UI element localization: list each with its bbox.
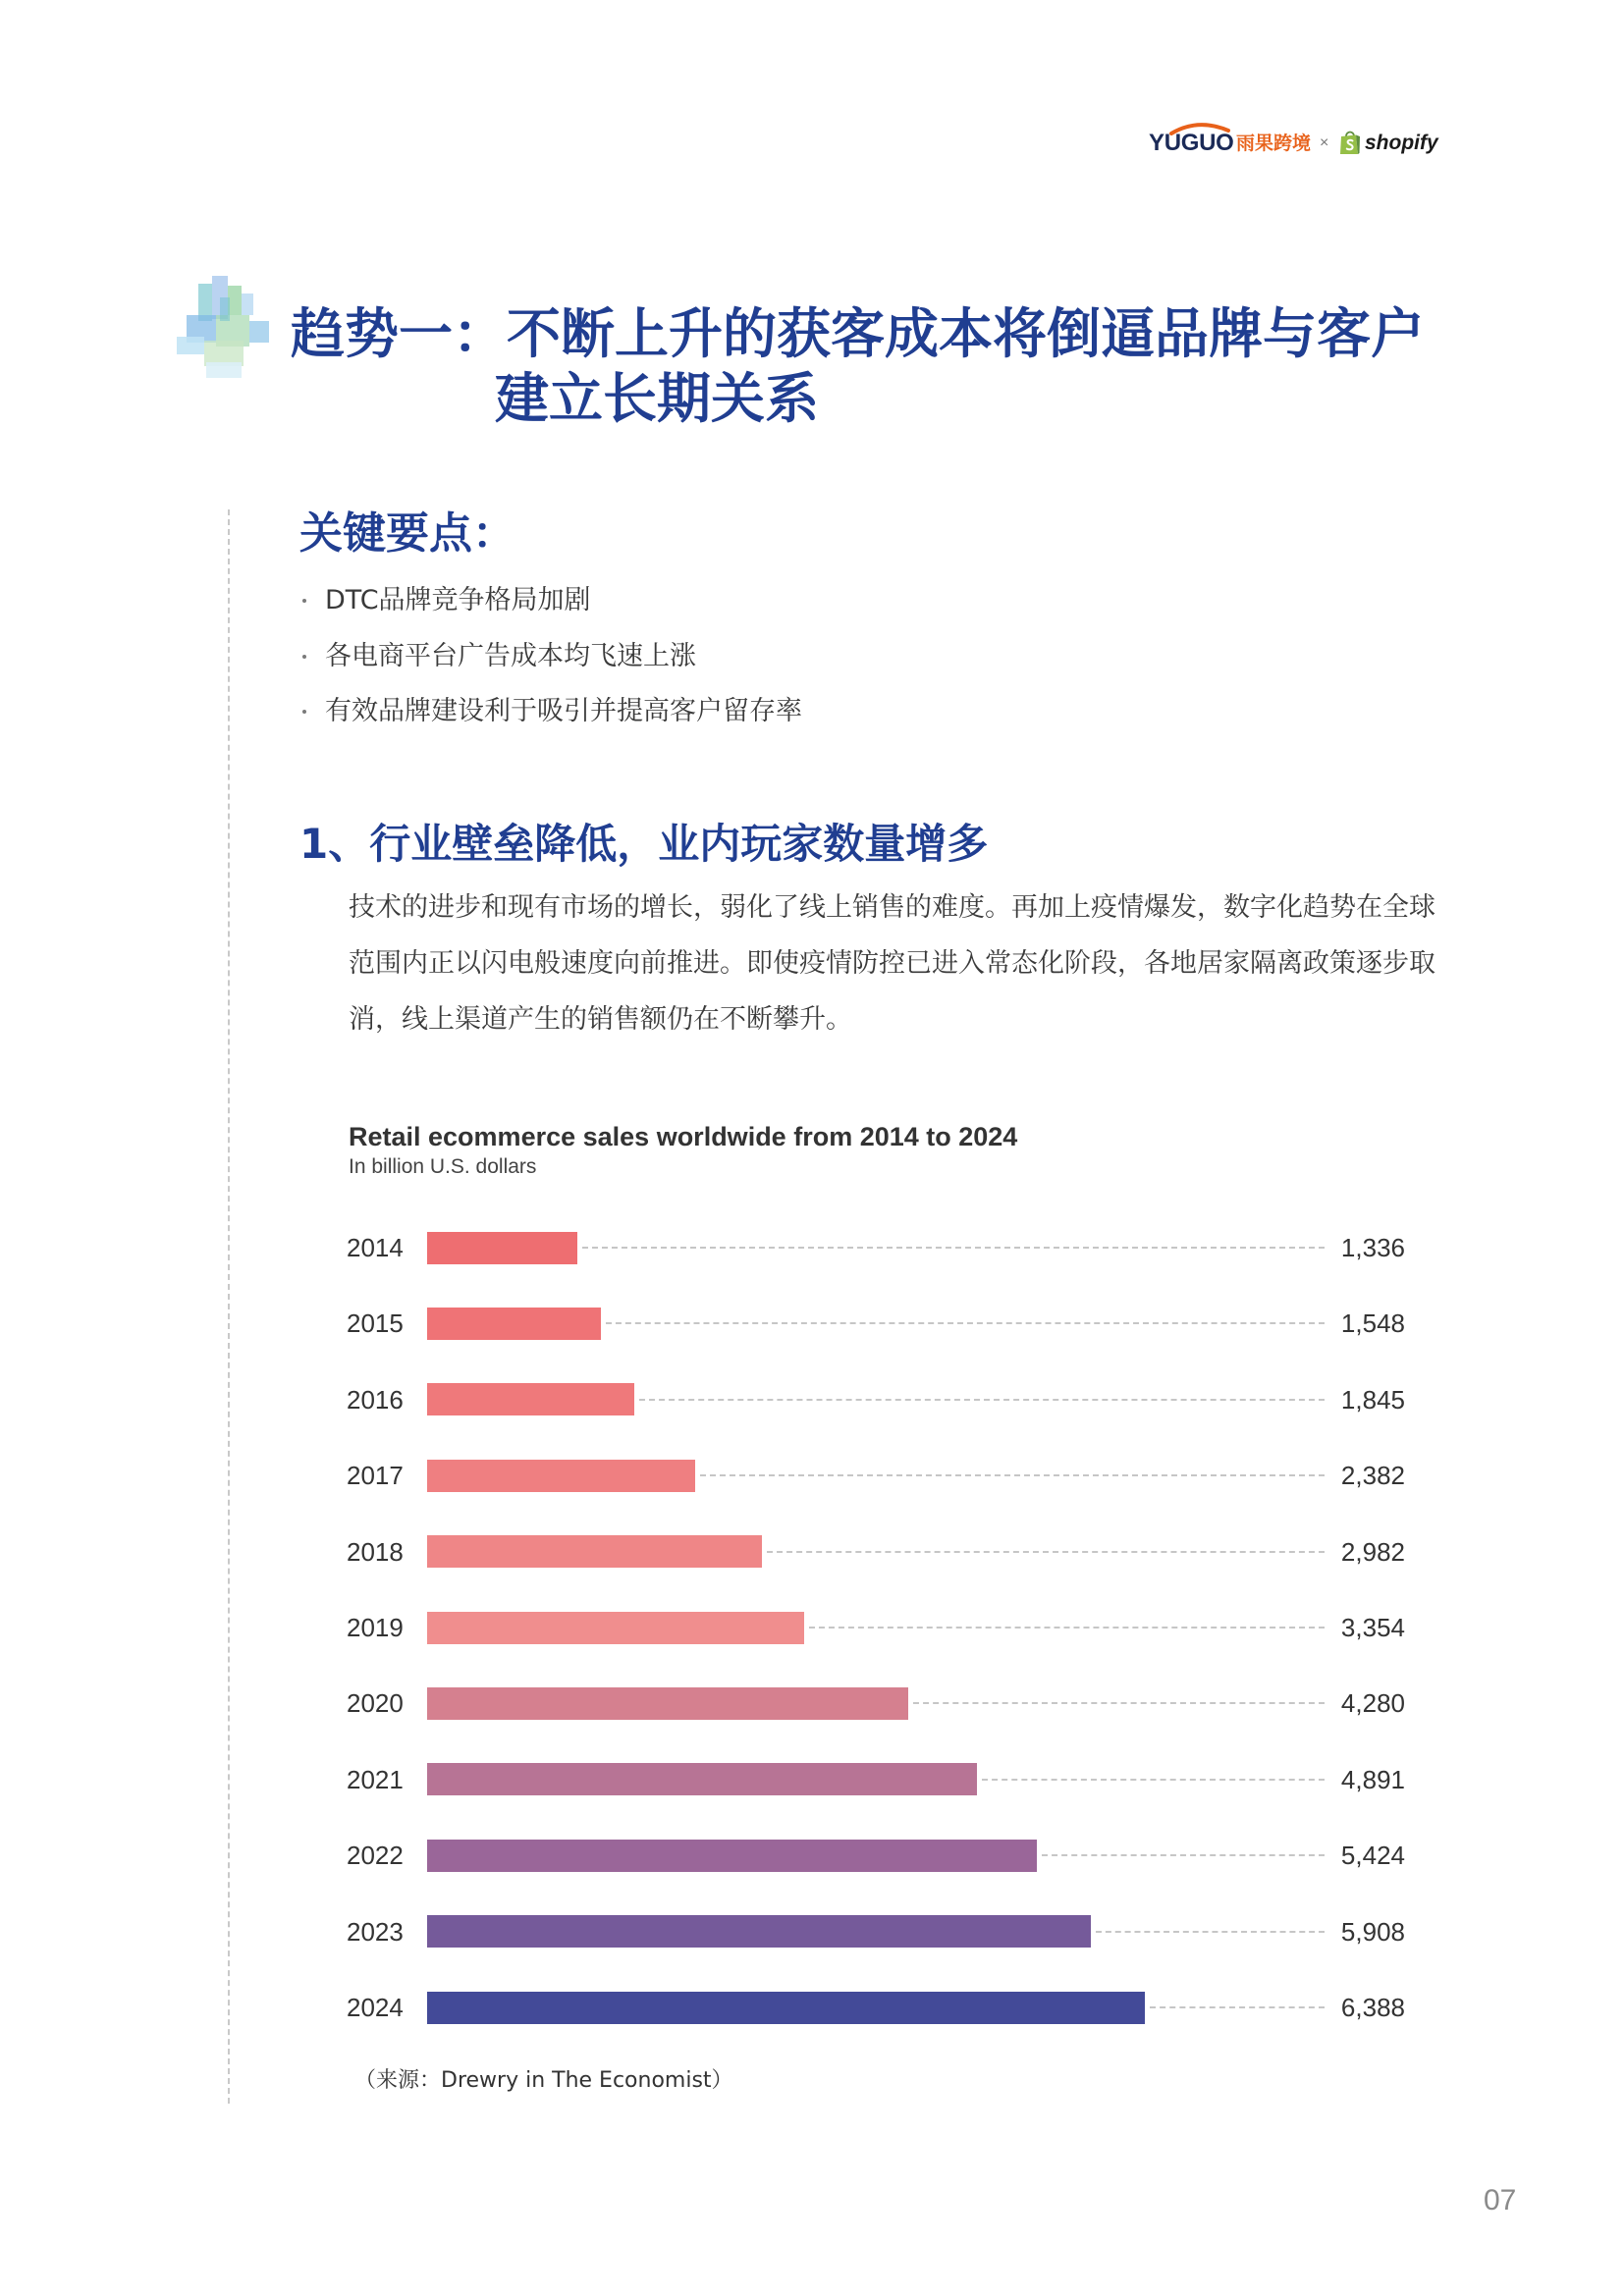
section-heading: 1、行业壁垒降低，业内玩家数量增多 <box>299 820 989 868</box>
value-label-2018: 2,982 <box>1340 1536 1405 1567</box>
key-points-heading: 关键要点： <box>299 508 515 559</box>
page-title-line-1: 趋势一：不断上升的获客成本将倒逼品牌与客户 <box>291 302 1426 365</box>
key-point-text: 有效品牌建设利于吸引并提高客户留存率 <box>325 696 802 726</box>
year-label-2024: 2024 <box>347 1993 404 2022</box>
year-label-2019: 2019 <box>347 1613 404 1642</box>
bar-2023 <box>427 1915 1091 1948</box>
bar-2024 <box>427 1992 1145 2024</box>
shopify-logo-text: shopify <box>1365 132 1438 154</box>
key-point-text: 各电商平台广告成本均飞速上涨 <box>325 641 696 671</box>
logo-times-sign: × <box>1320 134 1329 151</box>
value-label-2023: 5,908 <box>1340 1916 1405 1947</box>
bullet-dot <box>302 655 306 659</box>
leader-line-2024 <box>1150 2006 1325 2008</box>
bar-2022 <box>427 1840 1037 1872</box>
bar-2015 <box>427 1308 601 1340</box>
bullet-dot <box>302 599 306 603</box>
title-blocks-icon <box>177 276 270 378</box>
value-label-2024: 6,388 <box>1340 1993 1405 2022</box>
key-point-item <box>302 584 591 617</box>
year-label-2015: 2015 <box>347 1308 404 1339</box>
yuguo-logo-cn-text: 雨果跨境 <box>1236 133 1312 154</box>
yuguo-logo-arc-icon <box>1168 120 1231 135</box>
value-label-2020: 4,280 <box>1340 1688 1405 1719</box>
chart-subtitle: In billion U.S. dollars <box>349 1155 537 1178</box>
paragraph-line: 范围内正以闪电般速度向前推进。即使疫情防控已进入常态化阶段，各地居家隔离政策逐步取 <box>349 948 1435 979</box>
bar-2018 <box>427 1535 762 1568</box>
leader-line-2020 <box>913 1702 1325 1704</box>
year-label-2020: 2020 <box>347 1688 404 1719</box>
year-label-2016: 2016 <box>347 1384 404 1415</box>
bullet-dot <box>302 710 306 714</box>
leader-line-2016 <box>639 1399 1325 1401</box>
leader-line-2021 <box>982 1779 1325 1781</box>
chart-rows <box>334 1114 1424 2042</box>
bar-2021 <box>427 1763 977 1795</box>
bar-2019 <box>427 1612 804 1644</box>
bar-chart <box>334 1114 1424 2042</box>
section-paragraph <box>349 880 1443 1047</box>
leader-line-2019 <box>809 1627 1325 1629</box>
year-label-2017: 2017 <box>347 1461 404 1491</box>
value-label-2016: 1,845 <box>1340 1384 1405 1415</box>
leader-line-2017 <box>700 1474 1325 1476</box>
key-point-text: DTC品牌竞争格局加剧 <box>325 585 591 615</box>
chart-title: Retail ecommerce sales worldwide from 2014 to 2024 <box>349 1122 1018 1151</box>
yuguo-logo-text: YUGUO <box>1149 130 1234 156</box>
value-label-2022: 5,424 <box>1340 1841 1405 1871</box>
page-title-line-2: 建立长期关系 <box>495 367 820 430</box>
paragraph-line: 消，线上渠道产生的销售额仍在不断攀升。 <box>349 1004 852 1035</box>
key-point-item <box>302 640 696 673</box>
year-label-2023: 2023 <box>347 1916 404 1947</box>
page-number: 07 <box>1484 2184 1517 2216</box>
paragraph-line: 技术的进步和现有市场的增长，弱化了线上销售的难度。再加上疫情爆发，数字化趋势在全球 <box>349 892 1435 923</box>
year-label-2014: 2014 <box>347 1233 404 1262</box>
value-label-2017: 2,382 <box>1340 1461 1405 1491</box>
key-point-item <box>302 695 802 728</box>
value-label-2014: 1,336 <box>1340 1233 1405 1262</box>
year-label-2018: 2018 <box>347 1536 404 1567</box>
leader-line-2014 <box>582 1247 1325 1249</box>
bar-2017 <box>427 1460 695 1492</box>
chart-source-note: （来源：Drewry in The Economist） <box>354 2068 733 2093</box>
bar-2016 <box>427 1383 634 1415</box>
value-label-2019: 3,354 <box>1340 1613 1405 1642</box>
value-label-2021: 4,891 <box>1340 1764 1405 1794</box>
leader-line-2023 <box>1096 1931 1325 1933</box>
bar-2014 <box>427 1232 577 1264</box>
shopify-bag-icon <box>1339 129 1361 155</box>
value-label-2015: 1,548 <box>1340 1308 1405 1339</box>
leader-line-2022 <box>1042 1854 1325 1856</box>
leader-line-2018 <box>767 1551 1325 1553</box>
bar-2020 <box>427 1687 908 1720</box>
year-label-2022: 2022 <box>347 1841 404 1871</box>
year-label-2021: 2021 <box>347 1764 404 1794</box>
leader-line-2015 <box>606 1322 1325 1324</box>
side-dashed-divider <box>228 509 230 2104</box>
